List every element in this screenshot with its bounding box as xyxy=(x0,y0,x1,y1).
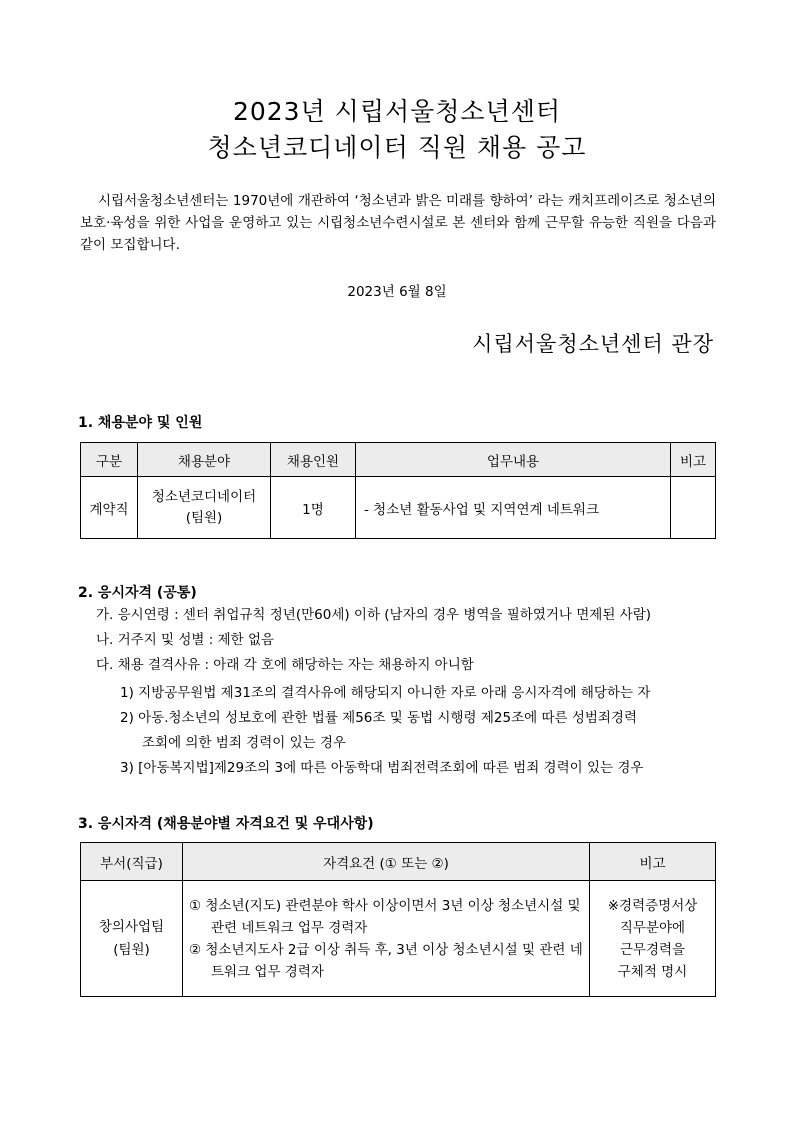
list-item: 2) 아동.청소년의 성보호에 관한 법률 제56조 및 동법 시행령 제25조에 따른 성범죄경력 xyxy=(120,710,638,726)
note-line: 직무분야에 xyxy=(619,919,686,936)
table-header-row xyxy=(81,843,716,881)
header-cell: 업무내용 xyxy=(356,443,671,477)
header-cell: 자격요건 (① 또는 ②) xyxy=(183,843,590,881)
note-line: 구체적 명시 xyxy=(617,963,688,980)
header-cell: 비고 xyxy=(590,843,716,881)
note-cell xyxy=(671,477,716,539)
dept-cell xyxy=(81,881,183,997)
section2-heading: 2. 응시자격 (공통) xyxy=(78,585,197,601)
header-cell: 부서(직급) xyxy=(81,843,183,881)
qualification-table xyxy=(80,842,716,997)
section3-heading: 3. 응시자격 (채용분야별 자격요건 및 우대사항) xyxy=(78,816,374,832)
table-header-row xyxy=(81,443,716,477)
field-line1: 청소년코디네이터 xyxy=(151,488,257,505)
note-cell xyxy=(590,881,716,997)
header-cell: 채용분야 xyxy=(138,443,271,477)
section2-subitems xyxy=(120,681,650,781)
header-cell: 채용인원 xyxy=(271,443,356,477)
recruitment-table xyxy=(80,442,716,539)
header-cell: 비고 xyxy=(671,443,716,477)
field-cell xyxy=(138,477,271,539)
header-cell: 구분 xyxy=(81,443,138,477)
title-line1: 2023년 시립서울청소년센터 xyxy=(232,97,562,126)
type-cell: 계약직 xyxy=(81,477,138,539)
table-row xyxy=(81,477,716,539)
dept-line2: (팀원) xyxy=(113,941,150,958)
duty-cell: - 청소년 활동사업 및 지역연계 네트워크 xyxy=(356,477,671,539)
list-item: 다. 채용 결격사유 : 아래 각 호에 해당하는 자는 채용하지 아니함 xyxy=(96,657,474,673)
field-line2: (팀원) xyxy=(185,509,223,526)
list-item: 1) 지방공무원법 제31조의 결격사유에 해당되지 아니한 자로 아래 응시자격에 해당하는 자 xyxy=(120,685,651,701)
requirements-cell xyxy=(183,881,590,997)
list-item: 나. 거주지 및 성별 : 제한 없음 xyxy=(96,632,275,648)
list-item: 조회에 의한 범죄 경력이 있는 경우 xyxy=(142,735,347,751)
requirement-item: ② 청소년지도사 2급 이상 취득 후, 3년 이상 청소년시설 및 관련 네트워크 업무 경력자 xyxy=(189,941,583,980)
list-item: 가. 응시연령 : 센터 취업규칙 정년(만60세) 이하 (남자의 경우 병역을 필하였거나 면제된 사람) xyxy=(96,607,652,623)
list-item: 3) [아동복지법]제29조의 3에 따른 아동학대 범죄전력조회에 따른 범죄 경력이 있는 경우 xyxy=(120,760,644,776)
requirement-item: ① 청소년(지도) 관련분야 학사 이상이면서 3년 이상 청소년시설 및 관련 네트워크 업무 경력자 xyxy=(189,897,581,936)
signature: 시립서울청소년센터 관장 xyxy=(472,332,714,356)
section1-heading: 1. 채용분야 및 인원 xyxy=(78,415,203,431)
title-line2: 청소년코디네이터 직원 채용 공고 xyxy=(207,133,587,162)
announcement-date: 2023년 6월 8일 xyxy=(347,284,447,300)
note-line: ※경력증명서상 xyxy=(607,897,698,914)
section2-items xyxy=(96,603,651,678)
count-cell: 1명 xyxy=(271,477,356,539)
table-row xyxy=(81,881,716,997)
note-line: 근무경력을 xyxy=(619,941,686,958)
dept-line1: 창의사업팀 xyxy=(98,918,165,935)
intro-paragraph: 시립서울청소년센터는 1970년에 개관하여 ‘청소년과 밝은 미래를 향하여’ 라는 캐치프레이즈로 청소년의 보호·육성을 위한 사업을 운영하고 있는 시립청소년수련시설로 본 센터와 함께 근무할 유능한 직원을 다음과 같이 모집합니다. xyxy=(80,193,716,253)
